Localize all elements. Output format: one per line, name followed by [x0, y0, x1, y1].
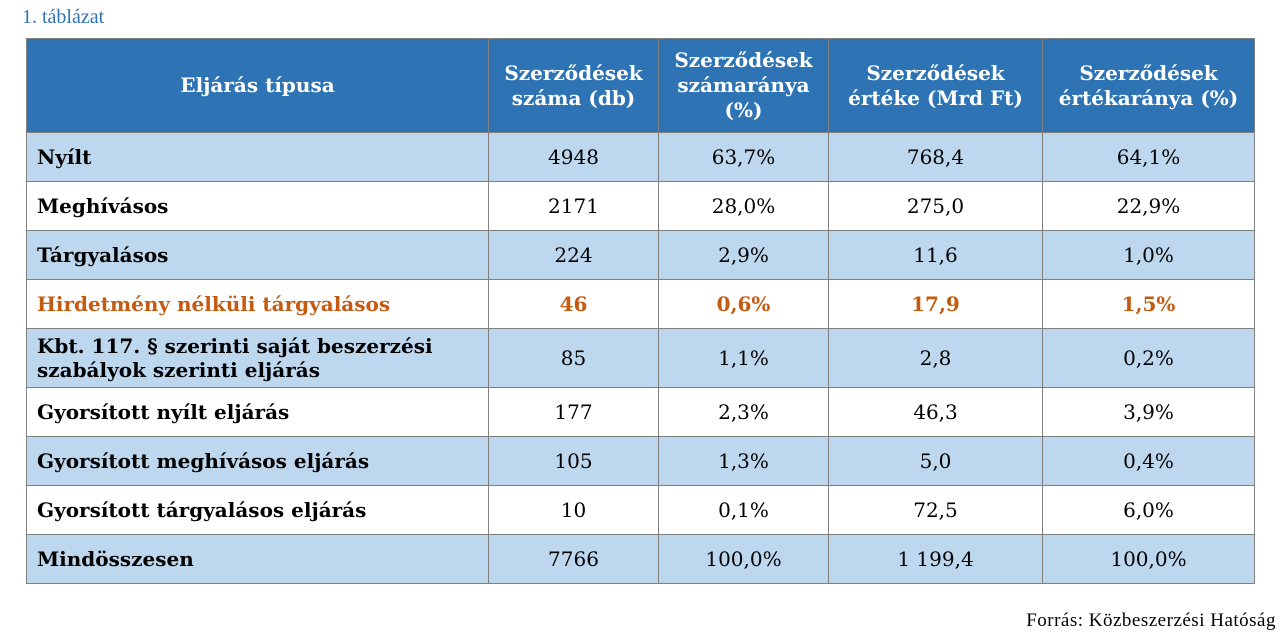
- table-row-total: [27, 535, 1255, 584]
- procedure-name: Gyorsított meghívásos eljárás: [27, 437, 489, 486]
- contract-count: 10: [489, 486, 659, 535]
- table-row: [27, 231, 1255, 280]
- count-share: 28,0%: [659, 182, 829, 231]
- count-share: 100,0%: [659, 535, 829, 584]
- source-note: Forrás: Közbeszerzési Hatóság: [1026, 610, 1276, 631]
- value-share: 6,0%: [1043, 486, 1255, 535]
- table-row: [27, 437, 1255, 486]
- count-share: 2,9%: [659, 231, 829, 280]
- procedure-name: Gyorsított nyílt eljárás: [27, 388, 489, 437]
- contract-value: 17,9: [829, 280, 1043, 329]
- value-share: 0,2%: [1043, 329, 1255, 388]
- procedure-name: Kbt. 117. § szerinti saját beszerzési szabályok szerinti eljárás: [27, 329, 489, 388]
- value-share: 1,0%: [1043, 231, 1255, 280]
- table-row: [27, 182, 1255, 231]
- table-row: [27, 486, 1255, 535]
- procedure-name: Mindösszesen: [27, 535, 489, 584]
- table-row: [27, 133, 1255, 182]
- procedure-name: Tárgyalásos: [27, 231, 489, 280]
- contract-count: 2171: [489, 182, 659, 231]
- table-row: [27, 388, 1255, 437]
- header-value-share: Szerződések értékaránya (%): [1043, 39, 1255, 133]
- value-share: 3,9%: [1043, 388, 1255, 437]
- table-row: [27, 329, 1255, 388]
- value-share: 100,0%: [1043, 535, 1255, 584]
- header-count-share: Szerződések számaránya (%): [659, 39, 829, 133]
- value-share: 1,5%: [1043, 280, 1255, 329]
- header-contract-value: Szerződések értéke (Mrd Ft): [829, 39, 1043, 133]
- contract-count: 224: [489, 231, 659, 280]
- contract-count: 4948: [489, 133, 659, 182]
- count-share: 0,1%: [659, 486, 829, 535]
- header-row: [27, 39, 1255, 133]
- count-share: 63,7%: [659, 133, 829, 182]
- contract-count: 46: [489, 280, 659, 329]
- count-share: 1,1%: [659, 329, 829, 388]
- contract-value: 11,6: [829, 231, 1043, 280]
- contract-value: 1 199,4: [829, 535, 1043, 584]
- contract-count: 85: [489, 329, 659, 388]
- value-share: 64,1%: [1043, 133, 1255, 182]
- header-procedure-type: Eljárás típusa: [27, 39, 489, 133]
- header-contract-count: Szerződések száma (db): [489, 39, 659, 133]
- contract-count: 105: [489, 437, 659, 486]
- procedure-name: Nyílt: [27, 133, 489, 182]
- contract-value: 46,3: [829, 388, 1043, 437]
- procedure-name: Hirdetmény nélküli tárgyalásos: [27, 280, 489, 329]
- table-row-highlighted: [27, 280, 1255, 329]
- count-share: 2,3%: [659, 388, 829, 437]
- contract-value: 2,8: [829, 329, 1043, 388]
- contract-count: 7766: [489, 535, 659, 584]
- procedure-name: Gyorsított tárgyalásos eljárás: [27, 486, 489, 535]
- count-share: 0,6%: [659, 280, 829, 329]
- contract-value: 768,4: [829, 133, 1043, 182]
- contract-count: 177: [489, 388, 659, 437]
- value-share: 22,9%: [1043, 182, 1255, 231]
- procurement-table: [26, 38, 1255, 584]
- contract-value: 5,0: [829, 437, 1043, 486]
- count-share: 1,3%: [659, 437, 829, 486]
- contract-value: 72,5: [829, 486, 1043, 535]
- contract-value: 275,0: [829, 182, 1043, 231]
- value-share: 0,4%: [1043, 437, 1255, 486]
- procedure-name: Meghívásos: [27, 182, 489, 231]
- table-caption: 1. táblázat: [22, 6, 105, 28]
